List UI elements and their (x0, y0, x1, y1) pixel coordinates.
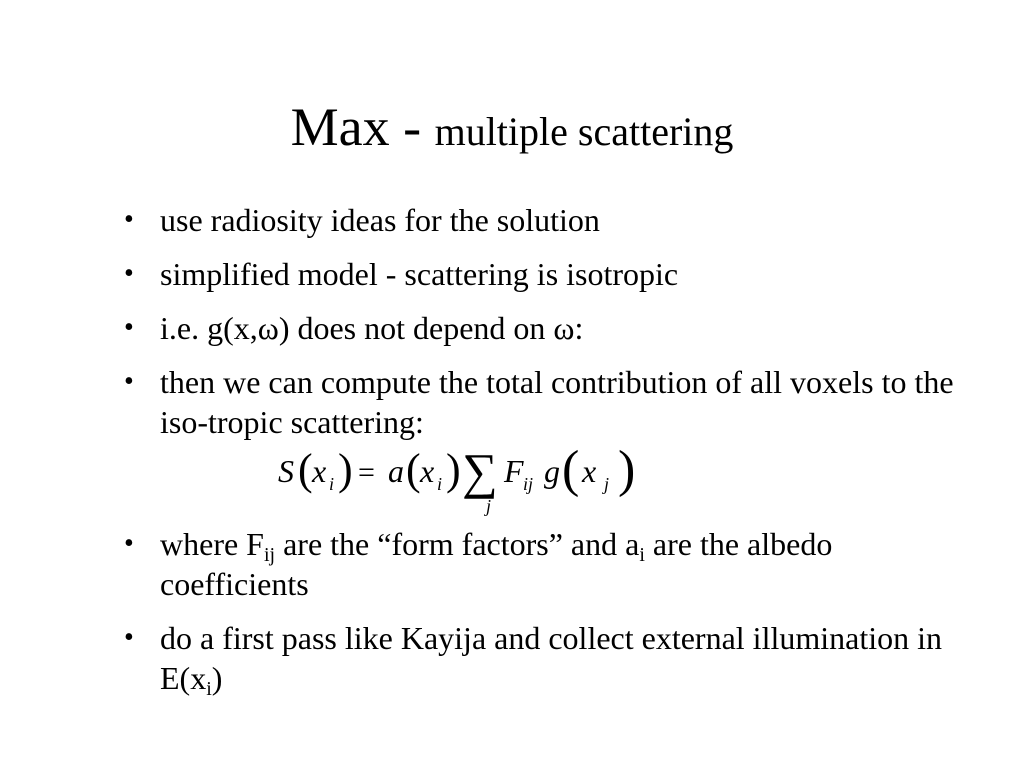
formula-sub-j: j (604, 474, 610, 494)
formula-sum-icon: ∑ (462, 443, 498, 499)
formula-g: g (544, 453, 560, 489)
formula-sub-ij: ij (523, 474, 534, 494)
bullet-text (160, 620, 942, 700)
formula-rparen: ) (618, 441, 636, 498)
bullet-text (160, 526, 832, 602)
bullet-item (120, 362, 960, 442)
bullet-item (120, 524, 960, 604)
formula-block (278, 442, 960, 524)
bullet-text: simplified model - scattering is isotropic (160, 256, 679, 292)
bullet-dot-icon: • (124, 528, 134, 559)
title-subtitle: multiple scattering (434, 109, 734, 154)
bullet-text-part: do a first pass like Kayija and collect external illumination in E(x (160, 620, 942, 696)
bullet-list (120, 200, 960, 712)
bullet-item (120, 618, 960, 698)
bullet-item (120, 308, 960, 348)
bullet-dot-icon: • (124, 622, 134, 653)
bullet-text: use radiosity ideas for the solution (160, 202, 600, 238)
title-separator: - (389, 97, 435, 157)
title-main: Max (290, 97, 390, 157)
slide-title (0, 97, 1024, 157)
formula-lparen: ( (562, 441, 580, 498)
subscript-i: i (639, 544, 645, 566)
formula-lparen: ( (406, 445, 421, 494)
formula-sub-i: i (329, 474, 335, 494)
formula-F: F (504, 453, 524, 489)
formula-x: x (582, 453, 597, 489)
formula-rparen: ) (446, 445, 461, 494)
formula-equals: = (358, 456, 375, 489)
subscript-i: i (206, 678, 212, 700)
formula-sum-index: j (486, 496, 492, 516)
bullet-dot-icon: • (124, 258, 134, 289)
formula-x: x (420, 453, 435, 489)
formula-a: a (388, 453, 404, 489)
subscript-ij: ij (263, 544, 276, 566)
bullet-text-part: where F (160, 526, 264, 562)
formula-sub-i: i (437, 474, 443, 494)
bullet-text: then we can compute the total contribution of all voxels to the iso-tropic scattering: (160, 364, 954, 440)
bullet-dot-icon: • (124, 366, 134, 397)
bullet-text-part: are the albedo coefficients (160, 526, 833, 602)
bullet-text-part: are the “form factors” and a (275, 526, 640, 562)
bullet-dot-icon: • (124, 312, 134, 343)
scattering-formula (278, 442, 698, 524)
formula-S: S (278, 453, 294, 489)
bullet-text-part: ) (211, 660, 223, 696)
bullet-dot-icon: • (124, 204, 134, 235)
formula-x: x (312, 453, 327, 489)
bullet-text: i.e. g(x,ω) does not depend on ω: (160, 310, 584, 346)
formula-lparen: ( (298, 445, 313, 494)
bullet-item (120, 200, 960, 240)
bullet-item (120, 254, 960, 294)
formula-rparen: ) (338, 445, 353, 494)
